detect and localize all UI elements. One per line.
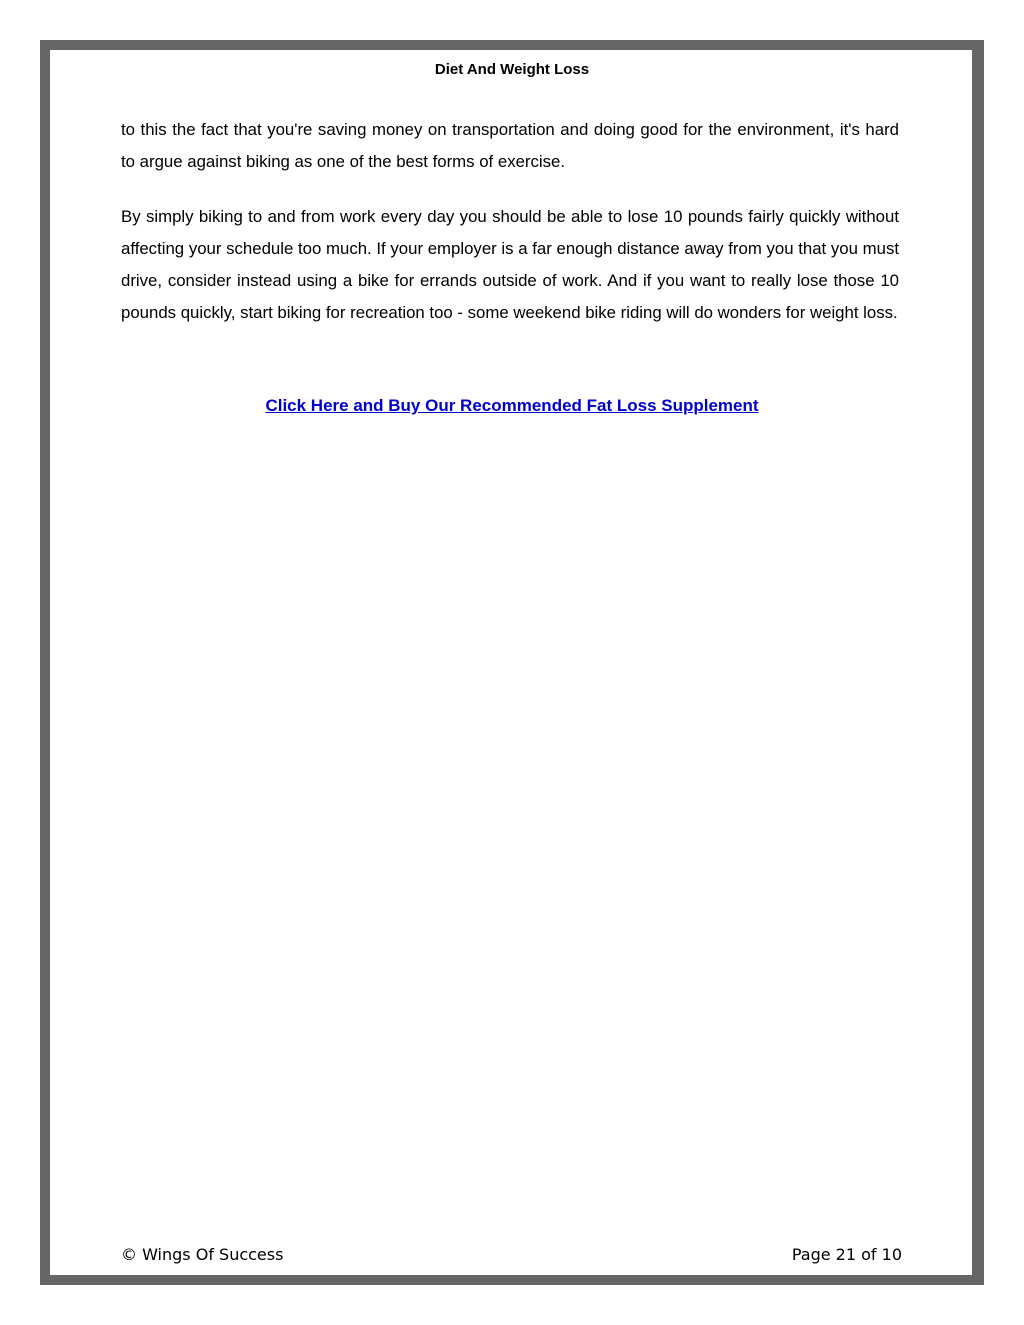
- page-header-title: Diet And Weight Loss: [434, 61, 590, 78]
- footer-page-number: Page 21 of 10: [791, 1245, 902, 1264]
- body-paragraph: to this the fact that you're saving money on transportation and doing good for the environment, it's hard to argue against biking as one of the best forms of exercise.: [121, 120, 899, 171]
- buy-supplement-link[interactable]: Click Here and Buy Our Recommended Fat Loss Supplement: [265, 396, 759, 415]
- body-paragraph: By simply biking to and from work every day you should be able to lose 10 pounds fairly quickly without affecting your schedule too much. If your employer is a far enough distance away from you that you must drive, consider instead using a bike for errands outside of work. And if you want to really lose those 10 pounds quickly, start biking for recreation too - some weekend bike riding will do wonders for weight loss.: [121, 207, 899, 322]
- footer-copyright: © Wings Of Success: [121, 1245, 284, 1264]
